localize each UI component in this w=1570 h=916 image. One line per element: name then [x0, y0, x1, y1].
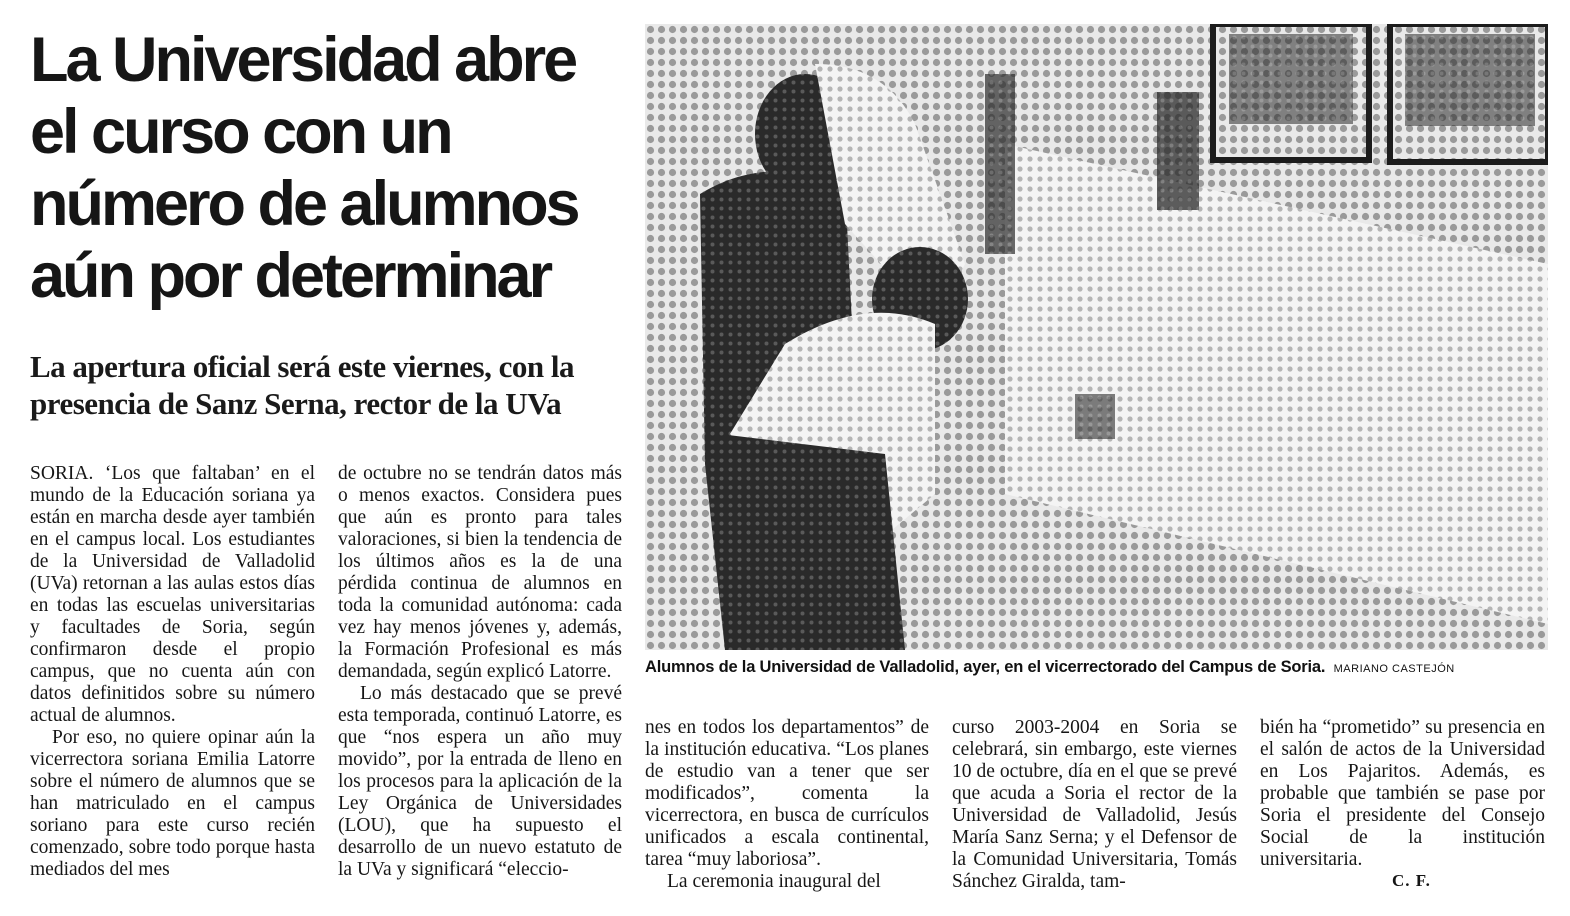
news-photo — [645, 24, 1548, 650]
article-column-2 — [338, 463, 622, 881]
photo-caption — [645, 656, 1548, 680]
headline — [30, 24, 630, 312]
article-column-3 — [645, 717, 929, 893]
article-paragraph: Lo más destacado que se prevé esta temporada, continuó Latorre, es que “nos espera un año muy movido”, por la entrada de lleno en los procesos para la aplicación de la Ley Orgánica de Universidades (LOU), que ha supuesto el desarrollo de un nuevo estatuto de la UVa y significará “eleccio- — [338, 683, 622, 880]
headline-line: La Universidad abre — [30, 25, 576, 95]
article-paragraph-cont: de octubre no se tendrán datos más o menos exactos. Considera pues que aún es pronto para tales valoraciones, si bien la tendencia de los últimos años es la de una pérdida continua de alumnos en toda la comunidad autónoma: cada vez hay menos jóvenes y, además, la Formación Profesional es más demandada, según explicó Latorre. — [338, 463, 622, 682]
subheadline — [30, 348, 630, 422]
article-paragraph: SORIA. ‘Los que faltaban’ en el mundo de la Educación soriana ya están en marcha desde ayer también en el campus local. Los estudiantes de la Universidad de Valladolid (UVa) retornan a las aulas estos días en todas las escuelas universitarias y facultades de Soria, según confirmaron desde el propio campus, que no cuenta aún con datos definitidos sobre su número actual de alumnos. — [30, 463, 315, 726]
article-column-4 — [952, 717, 1237, 893]
article-paragraph: La ceremonia inaugural del — [667, 871, 881, 892]
caption-text: Alumnos de la Universidad de Valladolid, ayer, en el vicerrectorado del Campus de Soria. — [645, 658, 1326, 676]
photo-halftone-image — [645, 24, 1548, 650]
article-paragraph-cont: nes en todos los departamentos” de la institución educativa. “Los planes de estudio van a tener que ser modificados”, comenta la vicerrectora, en busca de currículos unificados a escala continental, tarea “muy laboriosa”. — [645, 717, 929, 870]
subheadline-line: presencia de Sanz Serna, rector de la UVa — [30, 386, 562, 421]
headline-line: el curso con un — [30, 97, 451, 167]
article-paragraph: Por eso, no quiere opinar aún la vicerrectora soriana Emilia Latorre sobre el número de alumnos que se han matriculado en el campus soriano para este curso recién comenzado, sobre todo porque hasta mediados del mes — [30, 727, 315, 880]
article-column-5 — [1260, 717, 1545, 871]
headline-line: número de alumnos — [30, 169, 578, 239]
headline-line: aún por determinar — [30, 241, 551, 311]
author-signature: C. F. — [1392, 871, 1431, 890]
photo-credit: MARIANO CASTEJÓN — [1333, 663, 1455, 675]
dateline: SORIA. — [30, 463, 94, 484]
article-column-1 — [30, 463, 315, 881]
article-paragraph-cont: curso 2003-2004 en Soria se celebrará, sin embargo, este viernes 10 de octubre, día en el que se prevé que acuda a Soria el rector de la Universidad de Valladolid, Jesús María Sanz Serna; y el Defensor de la Comunidad Universitaria, Tomás Sánchez Giralda, tam- — [952, 717, 1237, 892]
article-paragraph-cont: bién ha “prometido” su presencia en el salón de actos de la Universidad en Los Pajaritos. Además, es probable que también se pase por Soria el presidente del Consejo Social de la institución universitaria. — [1260, 717, 1545, 870]
subheadline-line: La apertura oficial será este viernes, con la — [30, 349, 574, 384]
